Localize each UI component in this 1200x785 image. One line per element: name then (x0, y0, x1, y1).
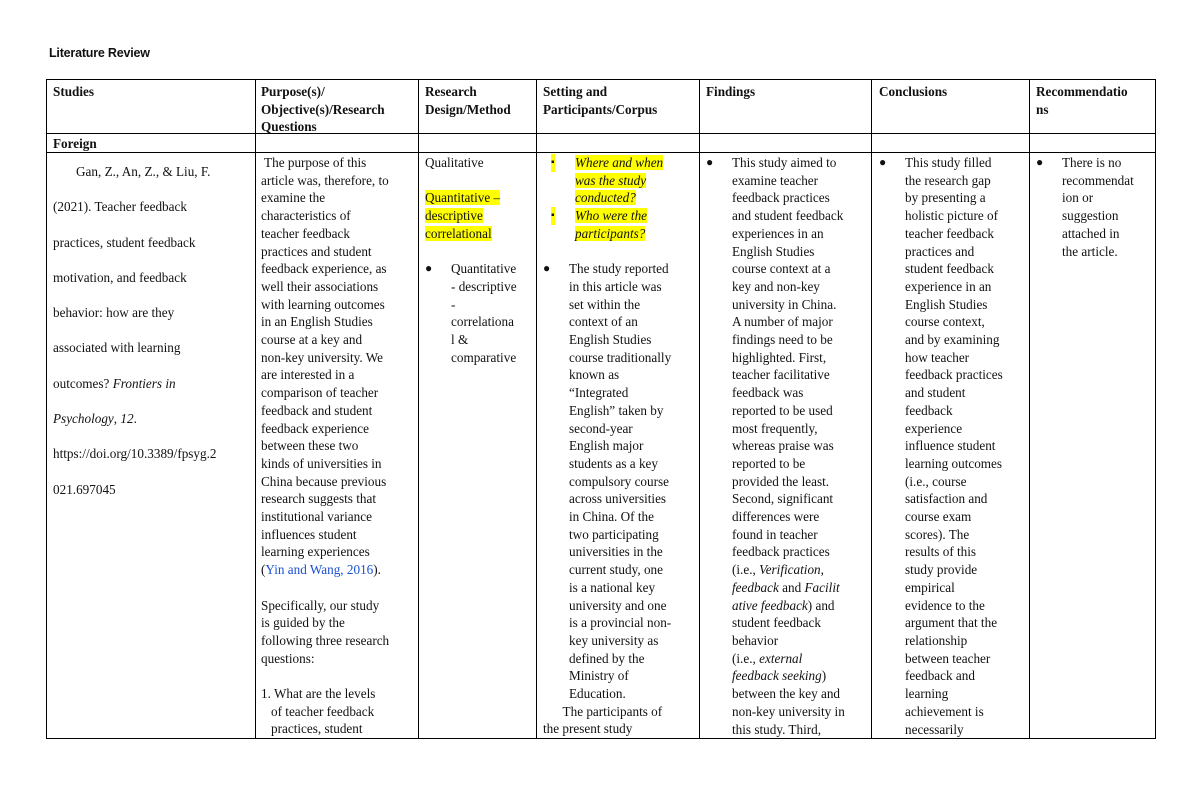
bullet-line: across universities (569, 491, 667, 507)
design-qualitative: Qualitative (425, 155, 484, 170)
purpose-line: learning experiences (261, 544, 370, 560)
bullet-line: - descriptive (451, 278, 517, 294)
recommendations-line: suggestion (1062, 208, 1119, 224)
col-border-7 (1155, 79, 1156, 739)
citation-line: Gan, Z., An, Z., & Liu, F. (76, 164, 211, 179)
col-border-6 (1029, 79, 1030, 739)
conclusions-line: course context, (905, 314, 985, 330)
recommendations-line: attached in (1062, 225, 1120, 241)
bullet-line: Ministry of (569, 668, 629, 684)
citation-line: practices, student feedback (53, 234, 196, 250)
findings-cell (706, 154, 869, 738)
conclusions-line: experience in an (905, 278, 992, 294)
bullet-line: course traditionally (569, 349, 672, 365)
bullet-line: in this article was (569, 278, 662, 294)
purpose-line: Specifically, our study (261, 597, 380, 613)
findings-text: , (820, 562, 824, 578)
bullet-line: is a provincial non- (569, 615, 672, 631)
recommendations-line: ion or (1062, 190, 1094, 206)
findings-bullet (706, 154, 869, 738)
journal-name: Frontiers in (112, 375, 176, 391)
col-border-2 (418, 79, 419, 739)
header-purpose-line: Objective(s)/Research (261, 101, 385, 117)
findings-line: reported to be (732, 455, 806, 471)
findings-line: behavior (732, 632, 779, 648)
highlighted-text: descriptive (425, 208, 483, 224)
citation-link[interactable]: Yin and Wang, 2016 (265, 562, 374, 578)
conclusions-cell (879, 154, 1027, 738)
conclusions-line: study provide (905, 562, 978, 578)
recommendations-bullet (1036, 154, 1154, 260)
findings-italic: external (759, 650, 803, 666)
bullet-line: second-year (569, 420, 633, 436)
col-border-0 (46, 79, 47, 739)
header-studies: Studies (53, 84, 95, 99)
purpose-line: feedback and student (261, 402, 373, 418)
header-setting-line: Participants/Corpus (543, 101, 658, 117)
findings-line (732, 561, 869, 579)
header-recommendations-line: ns (1036, 101, 1049, 117)
findings-line: feedback was (732, 385, 804, 401)
findings-line: key and non-key (732, 278, 820, 294)
paragraph-gap (425, 172, 535, 190)
conclusions-line: argument that the (905, 615, 998, 631)
findings-line: non-key university in (732, 703, 845, 719)
design-bullet (425, 260, 535, 366)
findings-line: A number of major (732, 314, 833, 330)
conclusions-line: the research gap (905, 172, 991, 188)
bullet-line: English Studies (569, 332, 652, 348)
conclusions-line: scores). The (905, 526, 970, 542)
citation-line (53, 401, 253, 436)
question-line: Who were the (575, 208, 648, 224)
header-setting (543, 83, 657, 118)
table-border-top (46, 79, 1156, 80)
findings-line: examine teacher (732, 172, 819, 188)
findings-text: (i.e., (732, 650, 760, 666)
citation-text: , (113, 411, 121, 427)
bullet-line: university and one (569, 597, 667, 613)
findings-italic: feedback (732, 579, 779, 595)
findings-line: English Studies (732, 243, 815, 259)
col-border-5 (871, 79, 872, 739)
conclusions-line: holistic picture of (905, 208, 999, 224)
conclusions-line: learning (905, 686, 949, 702)
purpose-line: is guided by the (261, 615, 345, 631)
conclusions-line: between teacher (905, 650, 991, 666)
findings-line: findings need to be (732, 332, 833, 348)
conclusions-line: learning outcomes (905, 455, 1003, 471)
findings-line: and student feedback (732, 208, 844, 224)
findings-line (732, 667, 869, 685)
header-purpose (261, 83, 385, 136)
purpose-line: non-key university. We (261, 349, 383, 365)
conclusions-bullet (879, 154, 1027, 738)
purpose-line: are interested in a (261, 367, 355, 383)
purpose-line: feedback experience, as (261, 261, 387, 277)
header-design-line: Design/Method (425, 101, 511, 117)
findings-line: found in teacher (732, 526, 818, 542)
purpose-line (261, 561, 416, 579)
bullet-line: - (451, 296, 456, 312)
findings-line: student feedback (732, 615, 821, 631)
purpose-line: characteristics of (261, 208, 351, 224)
purpose-line: course at a key and (261, 332, 363, 348)
literature-review-table (46, 79, 1156, 739)
citation-line (53, 366, 253, 401)
citation-line: behavior: how are they (53, 305, 175, 321)
doi-line: https://doi.org/10.3389/fpsyg.2 (53, 446, 217, 462)
conclusions-line: ● This study filled (905, 155, 992, 170)
purpose-line: comparison of teacher (261, 385, 379, 401)
header-design-line: Research (425, 84, 477, 99)
journal-name: Psychology (53, 411, 114, 427)
header-recommendations-line: Recommendatio (1036, 84, 1128, 99)
paragraph-gap (261, 667, 416, 685)
purpose-line: practices and student (261, 243, 372, 259)
findings-line: highlighted. First, (732, 349, 827, 365)
citation-line: motivation, and feedback (53, 269, 187, 285)
recommendations-line: the article. (1062, 243, 1118, 259)
header-recommendations (1036, 83, 1128, 118)
citation-text: outcomes? (53, 375, 113, 391)
study-citation (53, 154, 253, 507)
paragraph-gap (425, 243, 535, 261)
conclusions-line: necessarily (905, 721, 964, 737)
conclusions-line: feedback (905, 402, 953, 418)
findings-line: ● This study aimed to (732, 155, 837, 170)
findings-line (732, 650, 869, 668)
question-line: Where and when (575, 155, 664, 170)
findings-line: teacher facilitative (732, 367, 830, 383)
bullet-line: comparative (451, 349, 517, 365)
purpose-line: in an English Studies (261, 314, 373, 330)
citation-line: (2021). Teacher feedback (53, 199, 187, 215)
col-border-4 (699, 79, 700, 739)
bullet-line: “Integrated (569, 385, 629, 401)
bullet-line: ● The study reported (569, 261, 669, 277)
doi-line: 021.697045 (53, 481, 116, 497)
conclusions-line: results of this (905, 544, 977, 560)
conclusions-line: achievement is (905, 703, 984, 719)
findings-line: Second, significant (732, 491, 834, 507)
document-title: Literature Review (49, 46, 150, 60)
citation-line: associated with learning (53, 340, 181, 356)
citation-text: . (133, 411, 137, 427)
findings-line: provided the least. (732, 473, 830, 489)
highlighted-text: correlational (425, 225, 492, 241)
conclusions-line: teacher feedback (905, 225, 994, 241)
purpose-line: The purpose of this (261, 155, 367, 170)
conclusions-line: feedback and (905, 668, 975, 684)
conclusions-line: experience (905, 420, 963, 436)
findings-italic: Facilit (804, 579, 840, 595)
bullet-line: two participating (569, 526, 659, 542)
conclusions-line: by presenting a (905, 190, 986, 206)
bullet-line: students as a key (569, 455, 658, 471)
question-line: participants? (575, 225, 646, 241)
conclusions-line: evidence to the (905, 597, 985, 613)
header-design (425, 83, 511, 118)
findings-italic: feedback seeking (732, 668, 822, 684)
conclusions-line: student feedback (905, 261, 994, 277)
findings-line: university in China. (732, 296, 837, 312)
journal-volume: 12 (120, 411, 134, 427)
findings-text: and (778, 579, 805, 595)
findings-italic: Verification (759, 562, 821, 578)
bullet-line: set within the (569, 296, 641, 312)
highlighted-text: Quantitative – (425, 190, 501, 206)
findings-line: this study. Third, (732, 721, 822, 737)
cite-paren: ). (373, 562, 381, 578)
conclusions-line: practices and (905, 243, 975, 259)
findings-line (732, 597, 869, 615)
header-row-divider (46, 133, 1156, 134)
header-findings: Findings (706, 84, 756, 99)
purpose-line: influences student (261, 526, 357, 542)
purpose-line: research suggests that (261, 491, 376, 507)
findings-line: experiences in an (732, 225, 824, 241)
purpose-line: feedback experience (261, 420, 369, 436)
setting-question (543, 154, 698, 207)
paragraph-gap (261, 579, 416, 597)
header-setting-line: Setting and (543, 84, 608, 99)
conclusions-line: and by examining (905, 332, 1000, 348)
conclusions-line: how teacher (905, 349, 970, 365)
section-label-foreign: Foreign (53, 136, 97, 151)
recommendations-line: recommendat (1062, 172, 1134, 188)
purpose-line: with learning outcomes (261, 296, 385, 312)
research-question-line: 1. What are the levels (261, 686, 376, 702)
paragraph-gap (543, 243, 698, 261)
purpose-line: kinds of universities in (261, 455, 382, 471)
col-border-3 (536, 79, 537, 739)
conclusions-line: influence student (905, 438, 996, 454)
purpose-line: teacher feedback (261, 225, 350, 241)
recommendations-cell (1036, 154, 1154, 260)
header-purpose-line: Questions (261, 119, 317, 135)
question-line: conducted? (575, 190, 636, 206)
cite-paren: ( (261, 562, 266, 578)
purpose-line: examine the (261, 190, 326, 206)
findings-line: feedback practices (732, 190, 830, 206)
findings-line: differences were (732, 509, 820, 525)
purpose-line: following three research (261, 632, 390, 648)
conclusions-line: empirical (905, 579, 955, 595)
purpose-line: between these two (261, 438, 359, 454)
purpose-cell (261, 154, 416, 738)
purpose-line: article was, therefore, to (261, 172, 389, 188)
setting-tail-line: the present study (543, 721, 633, 737)
findings-line (732, 579, 869, 597)
square-bullet-icon: ▪ (551, 207, 555, 225)
bullet-line: compulsory course (569, 473, 669, 489)
purpose-line: well their associations (261, 278, 379, 294)
bullet-line: l & (451, 332, 469, 347)
conclusions-line: feedback practices (905, 367, 1003, 383)
purpose-line: China because previous (261, 473, 387, 489)
findings-italic: ative feedback (732, 597, 808, 613)
bullet-line: English major (569, 438, 644, 454)
bullet-line: ● Quantitative (451, 261, 517, 277)
bullet-line: correlationa (451, 314, 514, 330)
purpose-line: institutional variance (261, 509, 372, 525)
findings-line: course context at a (732, 261, 831, 277)
bullet-line: current study, one (569, 562, 663, 578)
bullet-line: universities in the (569, 544, 663, 560)
findings-line: whereas praise was (732, 438, 834, 454)
col-border-1 (255, 79, 256, 739)
findings-line: between the key and (732, 686, 841, 702)
research-question-line: of teacher feedback (271, 703, 375, 719)
findings-line: feedback practices (732, 544, 830, 560)
findings-text: ) (821, 668, 827, 684)
conclusions-line: satisfaction and (905, 491, 988, 507)
conclusions-line: course exam (905, 509, 972, 525)
bullet-line: context of an (569, 314, 638, 330)
question-line: was the study (575, 172, 647, 188)
bullet-line: defined by the (569, 650, 645, 666)
conclusions-line: and student (905, 385, 966, 401)
header-purpose-line: Purpose(s)/ (261, 84, 325, 99)
conclusions-line: relationship (905, 632, 968, 648)
design-quantitative-highlight (425, 189, 535, 242)
bullet-line: is a national key (569, 579, 656, 595)
header-conclusions: Conclusions (879, 84, 948, 99)
square-bullet-icon: ▪ (551, 154, 555, 172)
bullet-line: English” taken by (569, 402, 664, 418)
recommendations-line: ● There is no (1062, 155, 1122, 170)
bullet-line: Education. (569, 686, 626, 702)
findings-line: most frequently, (732, 420, 818, 436)
research-question-line: practices, student (271, 721, 363, 737)
bullet-line: in China. Of the (569, 509, 654, 525)
setting-bullet (543, 260, 698, 703)
conclusions-line: (i.e., course (905, 473, 967, 489)
conclusions-line: English Studies (905, 296, 988, 312)
section-row-divider (46, 152, 1156, 153)
setting-question (543, 207, 698, 242)
findings-line: reported to be used (732, 402, 833, 418)
bullet-line: known as (569, 367, 620, 383)
setting-cell (543, 154, 698, 738)
purpose-line: questions: (261, 650, 315, 666)
design-cell (425, 154, 535, 366)
findings-text: (i.e., (732, 562, 760, 578)
bullet-line: key university as (569, 632, 659, 648)
setting-tail-line: The participants of (543, 703, 663, 719)
findings-text: ) and (807, 597, 835, 613)
